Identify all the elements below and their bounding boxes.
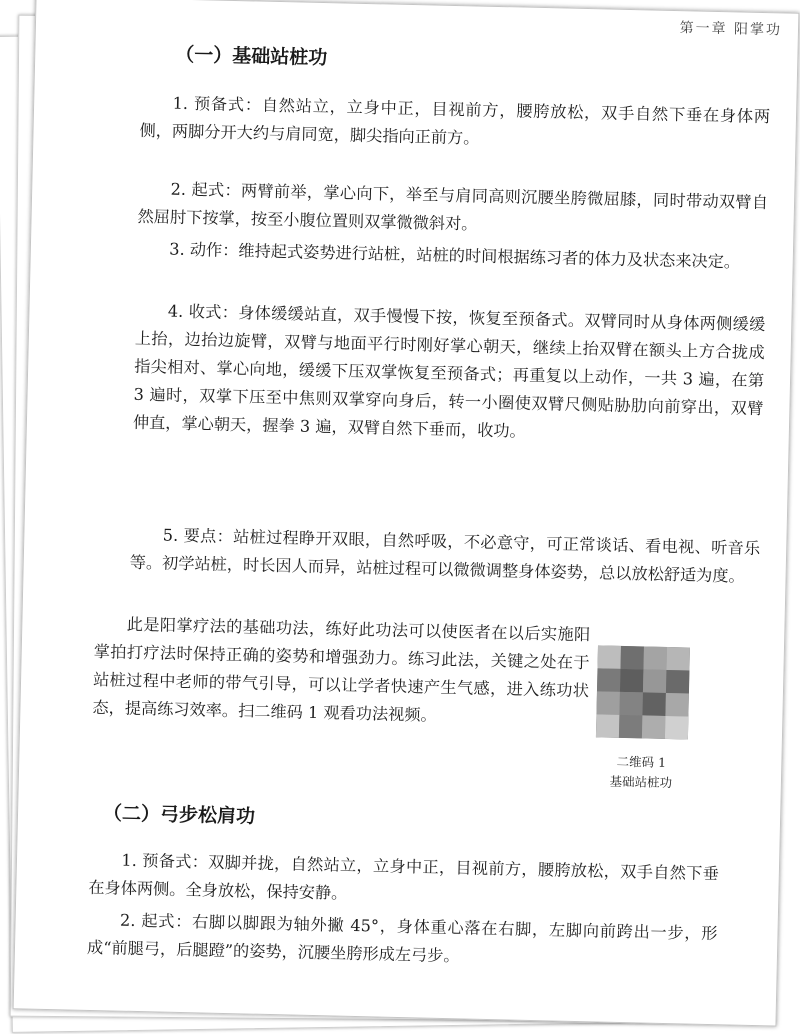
- paragraph: 此是阳掌疗法的基础功法，练好此功法可以使医者在以后实施阳掌拍打疗法时保持正确的姿势和增强劲力。练习此法，关键之处在于站桩过程中老师的带气引导，可以让学者快速产生气感，进入练功状态，提高练习效率。扫二维码 1 观看功法视频。: [92, 614, 591, 725]
- paragraph: 5. 要点：站桩过程睁开双眼，自然呼吸，不必意守，可正常谈话、看电视、听音乐等。初学站桩，时长因人而异，站桩过程可以微微调整身体姿势，总以放松舒适为度。: [129, 525, 761, 586]
- paragraph: 2. 起式：右脚以脚跟为轴外撇 45°，身体重心落在右脚，左脚向前跨出一步，形成“前腿弓，后腿蹬”的姿势，沉腰坐胯形成左弓步。: [86, 910, 718, 966]
- qr-caption-title: 基础站桩功: [609, 773, 673, 791]
- qr-caption-label: 二维码 1: [616, 753, 667, 770]
- qr-caption: [577, 751, 706, 794]
- section-heading: （一）基础站桩功: [175, 43, 328, 70]
- paragraph: 1. 预备式：自然站立，立身中正，目视前方，腰胯放松，双手自然下垂在身体两侧，两脚分开大约与肩同宽，脚尖指向正前方。: [139, 93, 771, 148]
- paragraph: 3. 动作：维持起式姿势进行站桩，站桩的时间根据练习者的体力及状态来决定。: [169, 239, 741, 272]
- paragraph: 2. 起式：两臂前举，掌心向下，举至与肩同高则沉腰坐胯微屈膝，同时带动双臂自然屈肘下按掌，按至小腹位置则双掌微微斜对。: [137, 179, 769, 234]
- section-heading: （二）弓步松肩功: [102, 802, 256, 828]
- qr-code-icon[interactable]: [596, 645, 690, 739]
- running-head: 第一章 阳掌功: [679, 20, 783, 39]
- qr-code-blur-icon: [596, 645, 690, 739]
- document-page: [13, 0, 800, 1027]
- paragraph: 4. 收式：身体缓缓站直，双手慢慢下按，恢复至预备式。双臂同时从身体两侧缓缓上抬，边抬边旋臂，双臂与地面平行时刚好掌心朝天，继续上抬双臂在额头上方合拢成指尖相对、掌心向地，缓缓下压双掌恢复至预备式；再重复以上动作，一共 3 遍，在第 3 遍时，双掌下压至中焦则双掌穿向身后，转一小圈使双臂尺侧贴胁肋向前穿出，双臂伸直，掌心朝天，握拳 3 遍，双臂自然下垂而，收功。: [132, 301, 766, 441]
- paragraph: 1. 预备式：双脚并拢，自然站立，立身中正，目视前方，腰胯放松，双手自然下垂在身体两侧。全身放松，保持安静。: [88, 850, 720, 903]
